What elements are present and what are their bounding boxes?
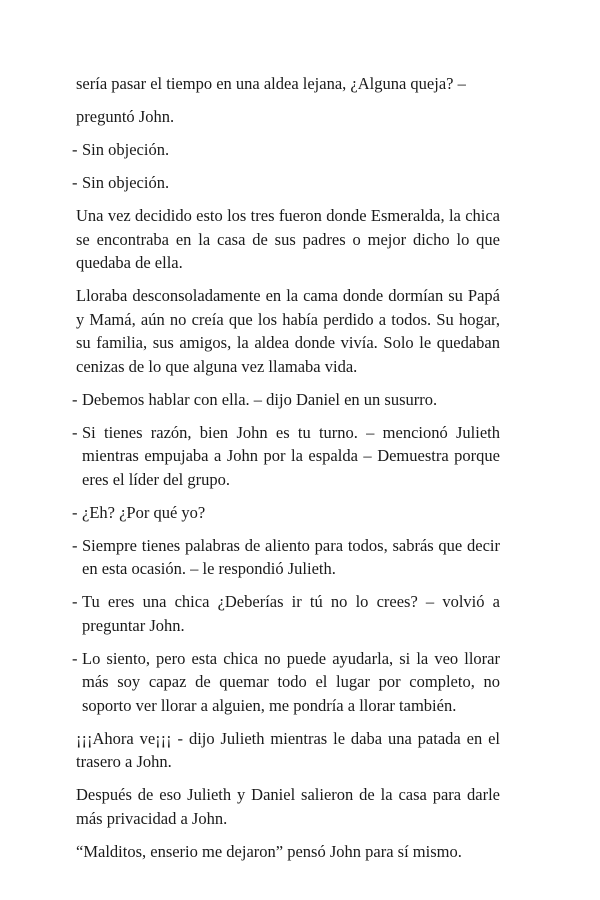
- paragraph: “Malditos, enserio me dejaron” pensó John para sí mismo.: [76, 841, 462, 861]
- dialogue-line: [76, 590, 500, 637]
- dialogue-dash: [72, 421, 78, 445]
- dialogue-line: [76, 501, 500, 525]
- dialogue-line: [76, 534, 500, 581]
- paragraph: Una vez decidido esto los tres fueron donde Esmeralda, la chica se encontraba en la casa de sus padres o mejor dicho lo que quedaba de ella.: [76, 206, 500, 272]
- dialogue-dash: [72, 138, 78, 162]
- dialogue-dash: [72, 171, 78, 195]
- dialogue-line: [76, 388, 500, 412]
- dialogue-text: Lo siento, pero esta chica no puede ayudarla, si la veo llorar más soy capaz de quemar todo el lugar por completo, no soporto ver llorar a alguien, me pondría a llorar también.: [82, 648, 500, 715]
- dialogue-text: Sin objeción.: [82, 173, 170, 192]
- paragraph: preguntó John.: [76, 107, 175, 126]
- dialogue-dash: [72, 534, 78, 558]
- dialogue-text: Debemos hablar con ella. – dijo Daniel en un susurro.: [82, 389, 438, 409]
- dialogue-line: [76, 421, 500, 492]
- page-text: [76, 72, 500, 873]
- dialogue-text: ¿Eh? ¿Por qué yo?: [82, 502, 206, 522]
- dialogue-text: Si tienes razón, bien John es tu turno. – mencionó Julieth mientras empujaba a John por la espalda – Demuestra porque eres el líder del grupo.: [82, 422, 500, 489]
- dialogue-dash: [72, 590, 78, 614]
- dialogue-dash: [72, 388, 78, 412]
- dialogue-line: [76, 171, 500, 195]
- dialogue-line: [76, 647, 500, 718]
- paragraph: sería pasar el tiempo en una aldea lejana, ¿Alguna queja? –: [76, 74, 466, 93]
- dialogue-dash: [72, 501, 78, 525]
- dialogue-text: Siempre tienes palabras de aliento para todos, sabrás que decir en esta ocasión. – le respondió Julieth.: [82, 535, 500, 578]
- paragraph: ¡¡¡Ahora ve¡¡¡ - dijo Julieth mientras le daba una patada en el trasero a John.: [76, 728, 500, 771]
- dialogue-text: Tu eres una chica ¿Deberías ir tú no lo crees? – volvió a preguntar John.: [82, 592, 500, 635]
- paragraph: Después de eso Julieth y Daniel salieron de la casa para darle más privacidad a John.: [76, 785, 500, 828]
- dialogue-text: Sin objeción.: [82, 140, 170, 159]
- dialogue-line: [76, 138, 500, 162]
- paragraph: Lloraba desconsoladamente en la cama donde dormían su Papá y Mamá, aún no creía que los había perdido a todos. Su hogar, su familia, sus amigos, la aldea donde vivía. Solo le quedaban cenizas de lo que alguna vez llamaba vida.: [76, 286, 500, 376]
- dialogue-dash: [72, 647, 78, 671]
